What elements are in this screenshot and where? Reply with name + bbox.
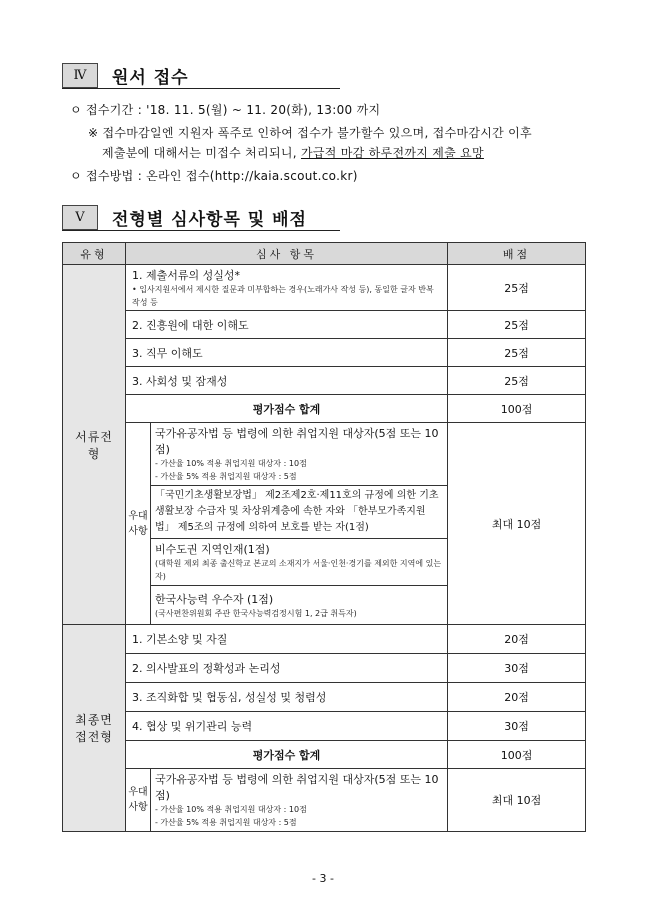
doc-type-cell: 서류전형 [63, 265, 126, 625]
score-cell: 30점 [448, 712, 586, 741]
sum-score: 100점 [448, 741, 586, 769]
interview-type-cell: 최종면접전형 [63, 625, 126, 832]
pref-sub: - 가산율 10% 적용 취업지원 대상자 : 10점 [155, 459, 307, 468]
pref-item: 「국민기초생활보장법」 제2조제2호·제11호의 규정에 의한 기초생활보장 수급자 및 차상위계층에 속한 자와 「한부모가족지원법」 제5조의 규정에 의하여 보호를 받는 자(1점) [151, 486, 447, 539]
notice-plain: 제출분에 대해서는 미접수 처리되니, [102, 146, 301, 160]
item-cell: 2. 진흥원에 대한 이해도 [126, 311, 448, 339]
scoring-table [62, 242, 586, 832]
item-sub: • 입사지원서에서 제시한 질문과 미부합하는 경우(노래가사 작성 등), 동일한 글자 반복 작성 등 [132, 284, 434, 307]
item-cell: 4. 협상 및 위기관리 능력 [126, 712, 448, 741]
score-cell: 30점 [448, 654, 586, 683]
pref-item [151, 423, 447, 486]
item-cell: 3. 사회성 및 잠재성 [126, 367, 448, 395]
sum-label: 평가점수 합계 [126, 395, 448, 423]
pref-sub: (대학원 제외 최종 출신학교 본교의 소재지가 서울·인천·경기를 제외한 지역에 있는 자) [155, 559, 442, 581]
page-number: - 3 - [312, 872, 334, 885]
score-cell: 20점 [448, 683, 586, 712]
score-cell: 25점 [448, 265, 586, 311]
table-row [63, 625, 586, 654]
pref-sub: - 가산율 5% 적용 취업지원 대상자 : 5점 [155, 472, 297, 481]
notice-line-2 [102, 144, 484, 161]
table-header [63, 243, 586, 265]
pref-text: 국가유공자법 등 법령에 의한 취업지원 대상자(5점 또는 10점) [155, 773, 439, 802]
pref-item [151, 586, 447, 625]
pref-sub: - 가산율 5% 적용 취업지원 대상자 : 5점 [155, 818, 297, 827]
preference-table [151, 423, 447, 624]
score-cell: 25점 [448, 367, 586, 395]
table-row [63, 265, 586, 311]
score-cell: 20점 [448, 625, 586, 654]
section-number: Ⅳ [62, 63, 98, 88]
pref-item [151, 539, 447, 586]
table-row [63, 311, 586, 339]
item-cell: 2. 의사발표의 정확성과 논리성 [126, 654, 448, 683]
preference-label: 우대사항 [126, 423, 151, 625]
pref-item [151, 769, 448, 832]
table-row [63, 683, 586, 712]
divider [62, 230, 340, 231]
score-cell: 25점 [448, 311, 586, 339]
table-row [63, 654, 586, 683]
table-row [63, 423, 586, 625]
period-line: ㅇ 접수기간 : '18. 11. 5(월) ~ 11. 20(화), 13:00 까지 [70, 103, 381, 117]
pref-sub: (국사편찬위원회 주관 한국사능력검정시험 1, 2급 취득자) [155, 608, 357, 618]
sum-score: 100점 [448, 395, 586, 423]
item-cell: 1. 기본소양 및 자질 [126, 625, 448, 654]
item-label: 1. 제출서류의 성실성* [132, 268, 240, 282]
item-cell [126, 265, 448, 311]
section-4-header [62, 63, 189, 88]
pref-text: 비수도권 지역인재(1점) [155, 543, 270, 556]
item-cell: 3. 조직화합 및 협동심, 성실성 및 청렴성 [126, 683, 448, 712]
divider [62, 88, 340, 89]
pref-sub: - 가산율 10% 적용 취업지원 대상자 : 10점 [155, 805, 307, 814]
item-cell: 3. 직무 이해도 [126, 339, 448, 367]
score-cell: 최대 10점 [448, 423, 586, 625]
section-5-header [62, 205, 307, 230]
pref-text: 국가유공자법 등 법령에 의한 취업지원 대상자(5점 또는 10점) [155, 427, 439, 456]
table-row [63, 769, 586, 832]
method-line: ㅇ 접수방법 : 온라인 접수(http://kaia.scout.co.kr) [70, 169, 358, 183]
score-cell: 최대 10점 [448, 769, 586, 832]
section-number: Ⅴ [62, 205, 98, 230]
table-row [63, 712, 586, 741]
table-row [63, 367, 586, 395]
header-type: 유형 [63, 243, 126, 265]
section-title: 원서 접수 [112, 68, 189, 88]
preference-label: 우대사항 [126, 769, 151, 832]
preference-list [151, 423, 448, 625]
section-title: 전형별 심사항목 및 배점 [112, 210, 307, 230]
pref-text: 한국사능력 우수자 (1점) [155, 592, 274, 606]
notice-line-1: ※ 접수마감일엔 지원자 폭주로 인하여 접수가 불가할수 있으며, 접수마감시간 이후 [88, 126, 532, 140]
table-row [63, 741, 586, 769]
sum-label: 평가점수 합계 [126, 741, 448, 769]
table-row [63, 339, 586, 367]
table-row [63, 395, 586, 423]
header-score: 배점 [448, 243, 586, 265]
score-cell: 25점 [448, 339, 586, 367]
notice-emphasis: 가급적 마감 하루전까지 제출 요망 [300, 146, 484, 160]
header-item: 심사 항목 [126, 243, 448, 265]
